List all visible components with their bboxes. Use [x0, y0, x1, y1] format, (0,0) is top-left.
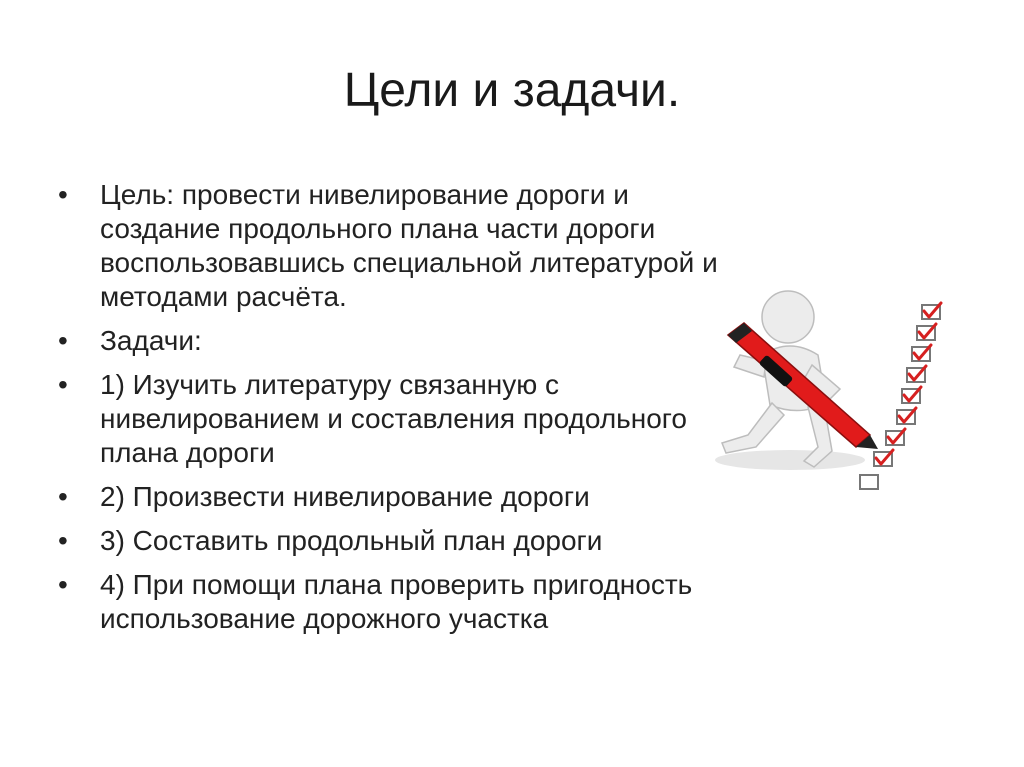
bullet-item-goal	[58, 178, 738, 314]
bullet-item-task-2	[58, 480, 738, 514]
bullet-dot: •	[58, 325, 68, 356]
figure-shadow	[715, 450, 865, 470]
bullet-dot: •	[58, 569, 68, 600]
bullet-item-task-4	[58, 568, 738, 636]
bullet-item-task-1	[58, 368, 738, 470]
checklist-illustration	[700, 285, 970, 515]
bullet-text: 4) При помощи плана проверить пригодность использование дорожного участка	[100, 569, 693, 634]
pen-icon	[728, 323, 878, 449]
bullet-text: 2) Произвести нивелирование дороги	[100, 481, 590, 512]
bullet-dot: •	[58, 369, 68, 400]
bullet-dot: •	[58, 481, 68, 512]
figure-with-pen-checklist-icon	[700, 285, 970, 515]
bullet-dot: •	[58, 179, 68, 210]
bullet-dot: •	[58, 525, 68, 556]
bullet-text: Цель: провести нивелирование дороги и создание продольного плана части дороги воспользовавшись специальной литературой и методами расчёта.	[100, 179, 718, 312]
bullet-text: Задачи:	[100, 325, 202, 356]
bullet-list	[58, 178, 738, 646]
bullet-item-task-3	[58, 524, 738, 558]
bullet-text: 3) Составить продольный план дороги	[100, 525, 603, 556]
bullet-item-tasks-header	[58, 324, 738, 358]
slide-title: Цели и задачи.	[343, 64, 681, 117]
bullet-text: 1) Изучить литературу связанную с нивелированием и составления продольного плана дороги	[100, 369, 687, 468]
